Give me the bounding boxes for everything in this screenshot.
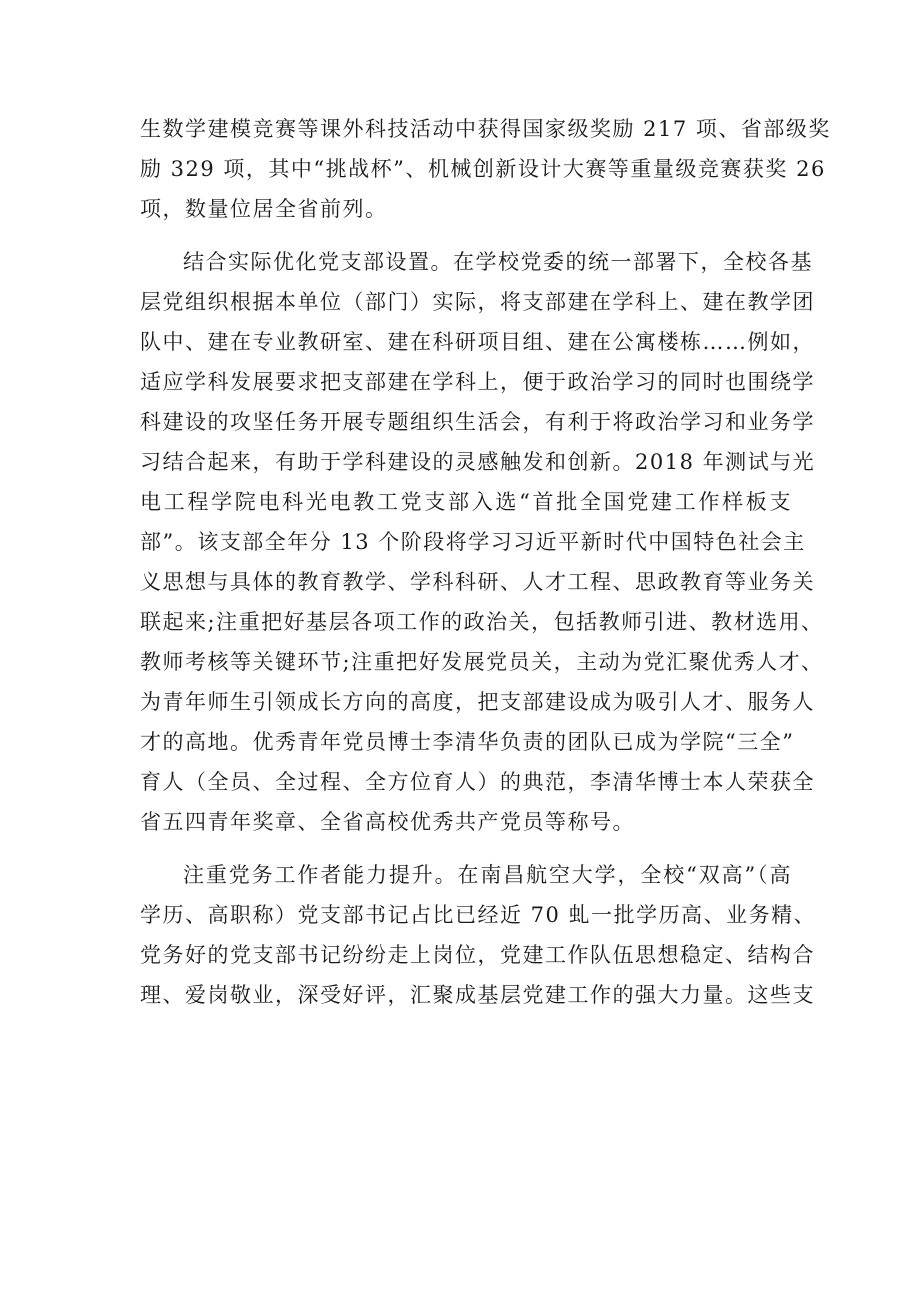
text-line: 生数学建模竞赛等课外科技活动中获得国家级奖励 217 项、省部级奖 (140, 117, 831, 141)
text-line: 教师考核等关键环节;注重把好发展党员关，主动为党汇聚优秀人才、 (140, 650, 824, 674)
text-line: 为青年师生引领成长方向的高度，把支部建设成为吸引人才、服务人 (140, 690, 815, 714)
text-line: 适应学科发展要求把支部建在学科上，便于政治学习的同时也围绕学 (140, 370, 815, 394)
paragraph-awards (140, 109, 831, 229)
text-line: 省五四青年奖章、全省高校优秀共产党员等称号。 (140, 810, 635, 834)
text-line: 党务好的党支部书记纷纷走上岗位，党建工作队伍思想稳定、结构合 (140, 943, 815, 967)
text-line: 习结合起来，有助于学科建设的灵感触发和创新。2018 年测试与光 (140, 450, 816, 474)
text-line: 励 329 项，其中“挑战杯”、机械创新设计大赛等重量级竞赛获奖 26 (140, 157, 826, 181)
text-line: 义思想与具体的教育教学、学科科研、人才工程、思政教育等业务关 (140, 570, 815, 594)
paragraph-gap (140, 842, 792, 855)
text-line: 才的高地。优秀青年党员博士李清华负责的团队已成为学院“三全” (140, 730, 795, 754)
text-line: 注重党务工作者能力提升。在南昌航空大学，全校“双高”（高 (183, 863, 792, 887)
paragraph-party-workers (140, 855, 817, 1015)
text-line: 联起来;注重把好基层各项工作的政治关，包括教师引进、教材选用、 (140, 610, 824, 634)
text-line: 学历、高职称）党支部书记占比已经近 70 虬一批学历高、业务精、 (140, 903, 817, 927)
paragraph-gap (140, 229, 792, 242)
text-line: 结合实际优化党支部设置。在学校党委的统一部署下，全校各基 (183, 250, 813, 274)
text-line: 队中、建在专业教研室、建在科研项目组、建在公寓楼栋……例如， (140, 330, 815, 354)
text-line: 项，数量位居全省前列。 (140, 197, 388, 221)
text-line: 部”。该支部全年分 13 个阶段将学习习近平新时代中国特色社会主 (140, 530, 806, 554)
document-body (140, 109, 831, 1015)
text-line: 科建设的攻坚任务开展专题组织生活会，有利于将政治学习和业务学 (140, 410, 815, 434)
text-line: 理、爱岗敬业，深受好评，汇聚成基层党建工作的强大力量。这些支 (140, 983, 815, 1007)
paragraph-branch-setup (140, 242, 824, 842)
text-line: 育人（全员、全过程、全方位育人）的典范，李清华博士本人荣获全 (140, 770, 815, 794)
text-line: 电工程学院电科光电教工党支部入选“首批全国党建工作样板支 (140, 490, 792, 514)
text-line: 层党组织根据本单位（部门）实际，将支部建在学科上、建在教学团 (140, 290, 815, 314)
